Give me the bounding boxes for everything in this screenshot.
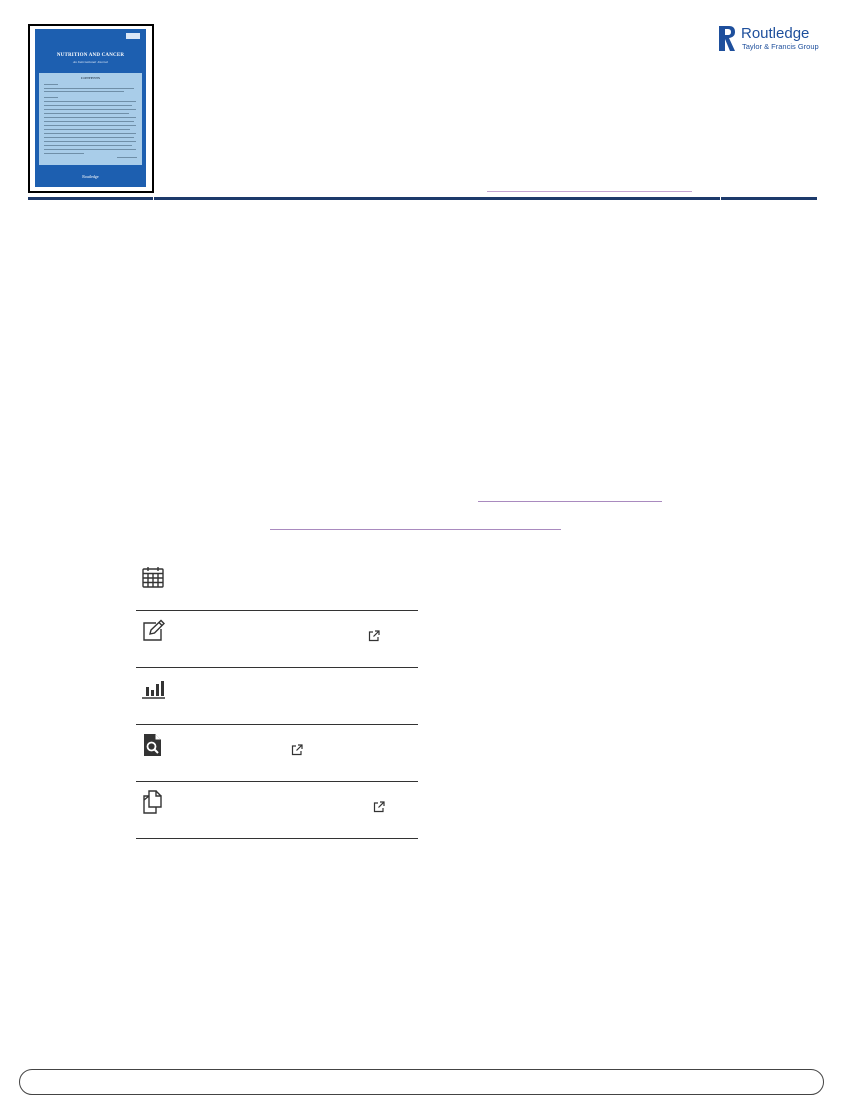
header-divider xyxy=(28,197,817,200)
divider-notch xyxy=(153,195,154,201)
calendar-icon xyxy=(141,565,165,589)
document-search-icon xyxy=(141,733,165,757)
routledge-logo-icon xyxy=(718,25,736,52)
journal-cover-art xyxy=(35,29,146,187)
cover-title: NUTRITION AND CANCER xyxy=(56,53,125,58)
action-item-submit[interactable] xyxy=(136,611,418,668)
cover-subtitle: An International Journal xyxy=(73,60,108,64)
bar-chart-icon xyxy=(141,676,165,700)
edit-icon xyxy=(141,619,165,643)
cover-contents-panel xyxy=(39,73,142,165)
citation-link[interactable] xyxy=(270,526,561,530)
action-item-published[interactable] xyxy=(136,557,418,611)
cover-contents-heading: CONTENTS xyxy=(80,76,101,80)
action-item-metrics[interactable] xyxy=(136,668,418,725)
external-link-icon xyxy=(291,744,303,756)
article-actions-list xyxy=(136,557,418,839)
copy-documents-icon xyxy=(141,790,165,814)
publisher-name: Routledge xyxy=(741,25,810,42)
external-link-icon xyxy=(368,630,380,642)
header-link[interactable] xyxy=(487,188,692,192)
footer-bar[interactable] xyxy=(19,1069,824,1095)
external-link-icon xyxy=(373,801,385,813)
article-link[interactable] xyxy=(478,498,662,502)
publisher-group: Taylor & Francis Group xyxy=(742,42,819,51)
journal-cover[interactable] xyxy=(28,24,154,193)
action-item-search[interactable] xyxy=(136,725,418,782)
cover-issue-box xyxy=(126,33,140,39)
divider-notch xyxy=(720,195,721,201)
publisher-logo[interactable] xyxy=(718,25,818,55)
cover-publisher-mark: Routledge xyxy=(82,174,99,179)
action-item-similar[interactable] xyxy=(136,782,418,839)
